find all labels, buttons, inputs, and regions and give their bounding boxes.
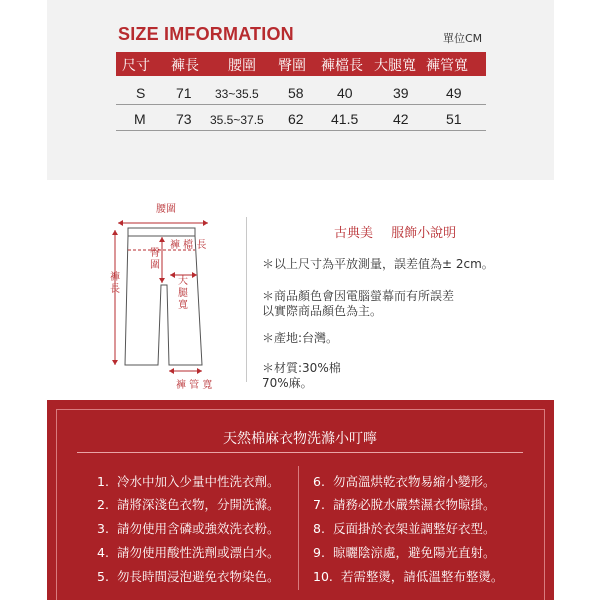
note-item [262,289,454,319]
cell-waist: 33~35.5 [215,87,259,101]
header-size: 尺寸 [122,58,150,74]
cell-thigh: 39 [393,85,409,101]
care-item: 9. 晾曬陰涼處，避免陽光直射。 [313,545,496,560]
notes-title [334,222,470,241]
note-line: ＊商品顏色會因電腦螢幕而有所誤差 [262,289,455,303]
header-waist: 腰圍 [228,58,256,74]
diagram-length-label: 褲長 [110,272,120,295]
notes-heading: 服飾小說明 [391,226,457,241]
row-divider [116,130,486,131]
care-column-divider [298,466,299,590]
care-title: 天然棉麻衣物洗滌小叮嚀 [223,431,377,447]
care-title-underline [77,452,523,453]
cell-length: 71 [176,85,192,101]
care-item: 8. 反面掛於衣架並調整好衣型。 [313,521,496,536]
header-thigh: 大腿寬 [374,58,416,74]
diagram-hem-label: 褲 管 寬 [176,380,213,391]
diagram-thigh-label: 大腿寬 [178,276,188,311]
cell-thigh: 42 [393,111,409,127]
header-hem: 褲管寬 [426,58,468,74]
note-line: ＊以上尺寸為平放測量，誤差值為± 2cm。 [262,257,494,271]
cell-size: S [136,85,146,101]
care-item: 7. 請務必脫水嚴禁濕衣物晾掛。 [313,497,496,512]
cell-hem: 49 [446,85,462,101]
note-line: 以實際商品顏色為主。 [262,304,383,318]
cell-size: M [134,111,146,127]
care-item: 4. 請勿使用酸性洗劑或漂白水。 [97,545,280,560]
size-unit-label: 單位CM [443,32,483,45]
note-line: ＊材質:30%棉 [262,361,341,375]
cell-hip: 58 [288,85,304,101]
diagram-rise-label: 褲 檔 長 [170,240,207,251]
care-item: 2. 請將深淺色衣物，分開洗滌。 [97,497,280,512]
note-item [262,257,494,272]
care-item: 6. 勿高溫烘乾衣物易縮小變形。 [313,474,496,489]
header-hip: 臀圍 [278,58,306,74]
header-rise: 褲檔長 [321,58,363,74]
note-item [262,331,338,346]
notes-divider [246,217,247,382]
cell-waist: 35.5~37.5 [210,113,264,127]
care-item: 10. 若需整燙，請低溫整布整燙。 [313,569,504,584]
care-item: 3. 請勿使用含磷或強效洗衣粉。 [97,521,280,536]
cell-length: 73 [176,111,192,127]
cell-rise: 41.5 [331,111,359,127]
cell-hem: 51 [446,111,462,127]
care-item: 5. 勿長時間浸泡避免衣物染色。 [97,569,280,584]
note-line: ＊產地:台灣。 [262,331,339,345]
care-item: 1. 冷水中加入少量中性洗衣劑。 [97,474,280,489]
size-info-title: SIZE IMFORMATION [118,24,294,44]
cell-rise: 40 [337,85,353,101]
note-item [262,361,341,391]
diagram-waist-label: 腰圍 [156,204,176,215]
cell-hip: 62 [288,111,304,127]
size-table-header [116,52,486,76]
notes-brand: 古典美 [334,226,374,241]
header-length: 褲長 [171,58,199,74]
row-divider [116,104,486,105]
diagram-hip-label: 臀圍 [150,248,160,271]
note-line: 70%麻。 [262,376,313,390]
